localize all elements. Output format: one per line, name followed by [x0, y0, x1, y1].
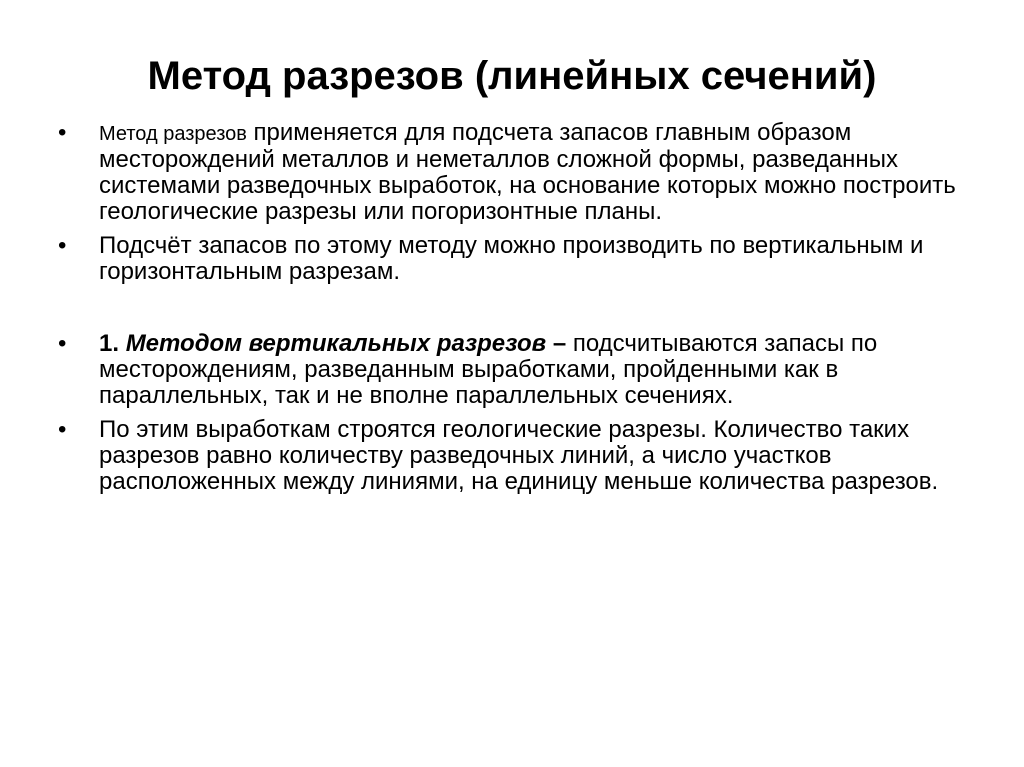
bullet-3-text: подсчитываются запасы по месторождениям, разведанным выработками, пройденными как в параллельных, так и не вполне параллельных сечениях. [99, 330, 878, 409]
slide-title: Метод разрезов (линейных сечений) [147, 54, 877, 98]
bullet-item-3 [58, 331, 988, 409]
bullet-3-dash: – [546, 330, 567, 357]
bullet-2-text: Подсчёт запасов по этому методу можно производить по вертикальным и горизонтальным разрезам. [99, 232, 924, 285]
bullet-3-number: 1. [99, 330, 126, 357]
bullet-3-term: Методом вертикальных разрезов [125, 330, 547, 357]
bullet-item-1 [58, 120, 988, 225]
bullet-4-text: По этим выработкам строятся геологические разрезы. Количество таких разрезов равно количеству разведочных линий, а число участков расположенных между линиями, на единицу меньше количества разрезов. [99, 416, 939, 495]
bullet-item-4 [58, 417, 988, 495]
bullet-1-text: применяется для подсчета запасов главным образом месторождений металлов и неметаллов сложной формы, разведанных системами разведочных выработок, на основание которых можно построить геологические разрезы или погоризонтные планы. [99, 119, 956, 225]
bullet-list [58, 120, 988, 495]
bullet-1-lead: Метод разрезов [99, 123, 247, 145]
bullet-item-2 [58, 233, 988, 285]
